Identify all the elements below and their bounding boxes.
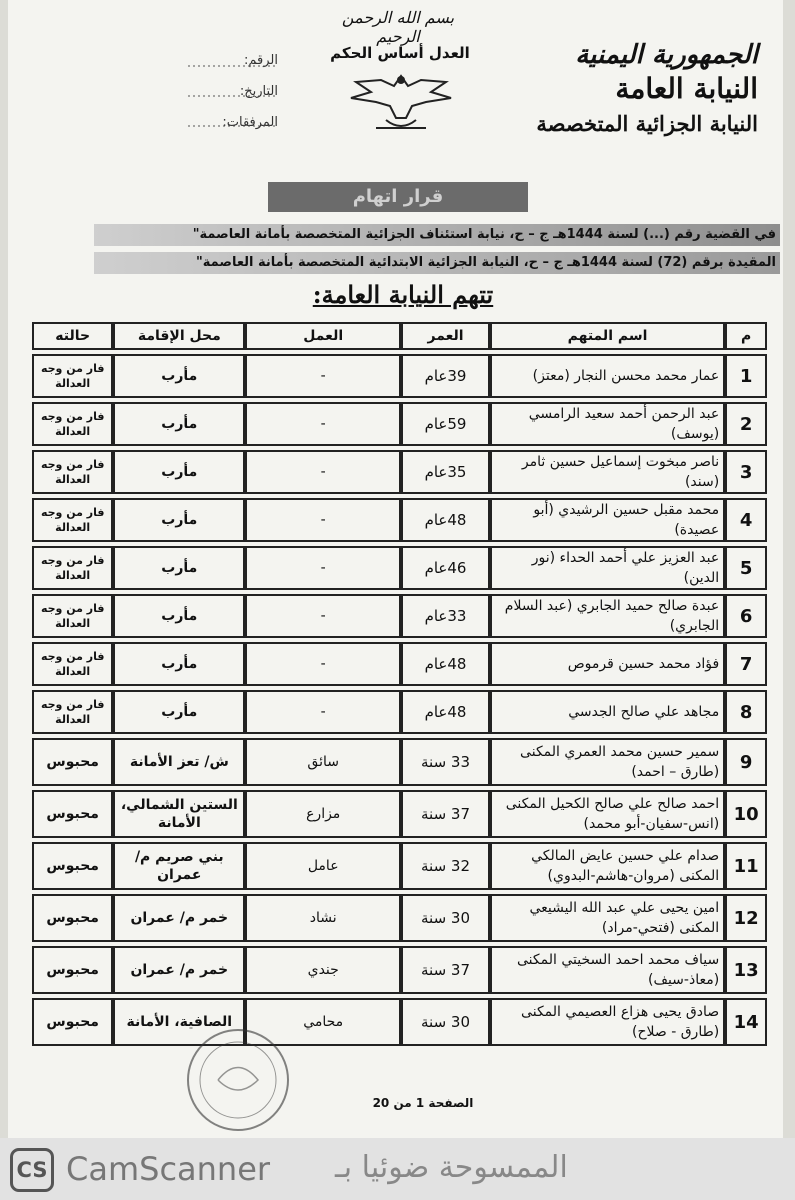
defendant-job: مزارع: [245, 790, 401, 838]
defendant-status: فار من وجه العدالة: [32, 642, 113, 686]
defendant-status: محبوس: [32, 842, 113, 890]
header-age: العمر: [401, 322, 490, 350]
defendants-table: [32, 318, 767, 1050]
defendant-name: صادق يحيى هزاع العصيمي المكنى (طارق - صلاح): [490, 998, 725, 1046]
row-number: 10: [725, 790, 767, 838]
defendant-job: نشاد: [245, 894, 401, 942]
defendant-age: 30 سنة: [401, 998, 490, 1046]
row-number: 9: [725, 738, 767, 786]
dept-name: النيابة الجزائية المتخصصة: [536, 111, 758, 136]
defendant-status: فار من وجه العدالة: [32, 690, 113, 734]
defendant-status: فار من وجه العدالة: [32, 354, 113, 398]
defendant-name: صدام علي حسين عايض المالكي المكنى (مروان-هاشم-البدوي): [490, 842, 725, 890]
defendant-age: 37 سنة: [401, 946, 490, 994]
ref-label: الرقم:: [244, 53, 278, 68]
header-name: اسم المتهم: [490, 322, 725, 350]
table-row: [32, 946, 767, 994]
defendant-status: محبوس: [32, 946, 113, 994]
table-row: [32, 998, 767, 1046]
defendant-age: 30 سنة: [401, 894, 490, 942]
motto-text: العدل أساس الحكم: [330, 44, 470, 62]
defendant-residence: مأرب: [113, 546, 245, 590]
document-page: [8, 0, 783, 1140]
defendant-residence: مأرب: [113, 450, 245, 494]
eagle-emblem-icon: [346, 68, 456, 138]
bismillah-heading: بسم الله الرحمن الرحيم: [341, 8, 455, 46]
camscanner-brand: CamScanner: [66, 1150, 271, 1188]
defendant-job: -: [245, 402, 401, 446]
defendant-residence: مأرب: [113, 498, 245, 542]
defendant-age: 59عام: [401, 402, 490, 446]
defendant-name: عبد العزيز علي أحمد الحداء (نور الدين): [490, 546, 725, 590]
defendant-residence: الستين الشمالي، الأمانة: [113, 790, 245, 838]
table-row: [32, 642, 767, 686]
meta-dotted-lines: [188, 62, 288, 132]
camscanner-logo-icon: CS: [10, 1148, 54, 1192]
defendant-residence: الصافية، الأمانة: [113, 998, 245, 1046]
defendant-name: محمد مقبل حسين الرشيدي (أبو عصيدة): [490, 498, 725, 542]
defendant-age: 48عام: [401, 498, 490, 542]
row-number: 14: [725, 998, 767, 1046]
defendant-residence: خمر م/ عمران: [113, 946, 245, 994]
table-row: [32, 738, 767, 786]
accusation-heading: تتهم النيابة العامة:: [312, 280, 494, 309]
defendant-name: امين يحيى علي عبد الله اليشيعي المكنى (فتحي-مراد): [490, 894, 725, 942]
official-stamp-icon: [148, 1025, 328, 1135]
defendant-age: 48عام: [401, 690, 490, 734]
table-row: [32, 842, 767, 890]
date-label: التاريخ:: [239, 84, 278, 99]
org-name: النيابة العامة: [615, 72, 758, 105]
defendant-age: 37 سنة: [401, 790, 490, 838]
defendant-job: سائق: [245, 738, 401, 786]
defendant-job: -: [245, 642, 401, 686]
defendant-job: -: [245, 546, 401, 590]
table-header-row: [32, 322, 767, 350]
defendant-job: -: [245, 450, 401, 494]
table-row: [32, 546, 767, 590]
defendant-job: عامل: [245, 842, 401, 890]
defendant-status: فار من وجه العدالة: [32, 546, 113, 590]
row-number: 3: [725, 450, 767, 494]
defendant-residence: مأرب: [113, 402, 245, 446]
table-row: [32, 790, 767, 838]
defendant-status: فار من وجه العدالة: [32, 402, 113, 446]
defendant-name: احمد صالح علي صالح الكحيل المكنى (انس-سفيان-أبو محمد): [490, 790, 725, 838]
defendant-name: فؤاد محمد حسين قرموص: [490, 642, 725, 686]
defendant-status: فار من وجه العدالة: [32, 594, 113, 638]
defendant-age: 33عام: [401, 594, 490, 638]
country-name: الجمهورية اليمنية: [575, 40, 758, 70]
defendant-age: 32 سنة: [401, 842, 490, 890]
row-number: 6: [725, 594, 767, 638]
row-number: 13: [725, 946, 767, 994]
defendant-residence: مأرب: [113, 642, 245, 686]
defendant-name: ناصر مبخوت إسماعيل حسين ثامر (سند): [490, 450, 725, 494]
defendant-name: سمير حسين محمد العمري المكنى (طارق – احمد): [490, 738, 725, 786]
table-row: [32, 498, 767, 542]
defendant-job: جندي: [245, 946, 401, 994]
defendant-age: 33 سنة: [401, 738, 490, 786]
defendant-status: فار من وجه العدالة: [32, 498, 113, 542]
case-reference-line-1: في القضية رقم (...) لسنة 1444هـ ج – ح، نيابة استئناف الجزائية المتخصصة بأمانة العاصمة": [94, 224, 780, 246]
table-row: [32, 594, 767, 638]
row-number: 1: [725, 354, 767, 398]
defendant-residence: مأرب: [113, 690, 245, 734]
defendant-status: محبوس: [32, 998, 113, 1046]
defendant-name: عبد الرحمن أحمد سعيد الرامسي (يوسف): [490, 402, 725, 446]
table-row: [32, 402, 767, 446]
row-number: 8: [725, 690, 767, 734]
defendant-age: 39عام: [401, 354, 490, 398]
row-number: 12: [725, 894, 767, 942]
defendant-status: محبوس: [32, 738, 113, 786]
camscanner-watermark: [0, 1138, 795, 1200]
defendant-job: محامي: [245, 998, 401, 1046]
defendant-status: محبوس: [32, 894, 113, 942]
defendant-age: 46عام: [401, 546, 490, 590]
defendant-status: فار من وجه العدالة: [32, 450, 113, 494]
row-number: 7: [725, 642, 767, 686]
document-title-banner: قرار اتهام: [268, 182, 528, 212]
defendant-job: -: [245, 690, 401, 734]
defendant-residence: مأرب: [113, 594, 245, 638]
defendant-job: -: [245, 594, 401, 638]
table-row: [32, 690, 767, 734]
page-number: الصفحة 1 من 20: [372, 1096, 474, 1110]
table-row: [32, 450, 767, 494]
defendant-name: عبدة صالح حميد الجابري (عبد السلام الجابري): [490, 594, 725, 638]
defendant-age: 35عام: [401, 450, 490, 494]
header-num: م: [725, 322, 767, 350]
header-status: حالته: [32, 322, 113, 350]
attachments-label: المرفقات:: [222, 115, 278, 130]
table-row: [32, 354, 767, 398]
header-residence: محل الإقامة: [113, 322, 245, 350]
defendant-job: -: [245, 498, 401, 542]
defendant-name: مجاهد علي صالح الجدسي: [490, 690, 725, 734]
table-row: [32, 894, 767, 942]
row-number: 5: [725, 546, 767, 590]
row-number: 4: [725, 498, 767, 542]
header-job: العمل: [245, 322, 401, 350]
issuer-block: [536, 40, 758, 136]
camscanner-arabic-text: الممسوحة ضوئيا بـ: [335, 1150, 568, 1185]
defendant-name: سياف محمد احمد السخيتي المكنى (معاذ-سيف): [490, 946, 725, 994]
case-reference-line-2: المقيدة برقم (72) لسنة 1444هـ ج – ح، النيابة الجزائية الابتدائية المتخصصة بأمانة العاصمة": [94, 252, 780, 274]
defendant-residence: مأرب: [113, 354, 245, 398]
row-number: 11: [725, 842, 767, 890]
defendant-job: -: [245, 354, 401, 398]
defendant-status: محبوس: [32, 790, 113, 838]
defendant-age: 48عام: [401, 642, 490, 686]
row-number: 2: [725, 402, 767, 446]
defendant-residence: خمر م/ عمران: [113, 894, 245, 942]
defendant-residence: ش/ تعز الأمانة: [113, 738, 245, 786]
defendant-residence: بني صريم م/ عمران: [113, 842, 245, 890]
defendant-name: عمار محمد محسن النجار (معتز): [490, 354, 725, 398]
